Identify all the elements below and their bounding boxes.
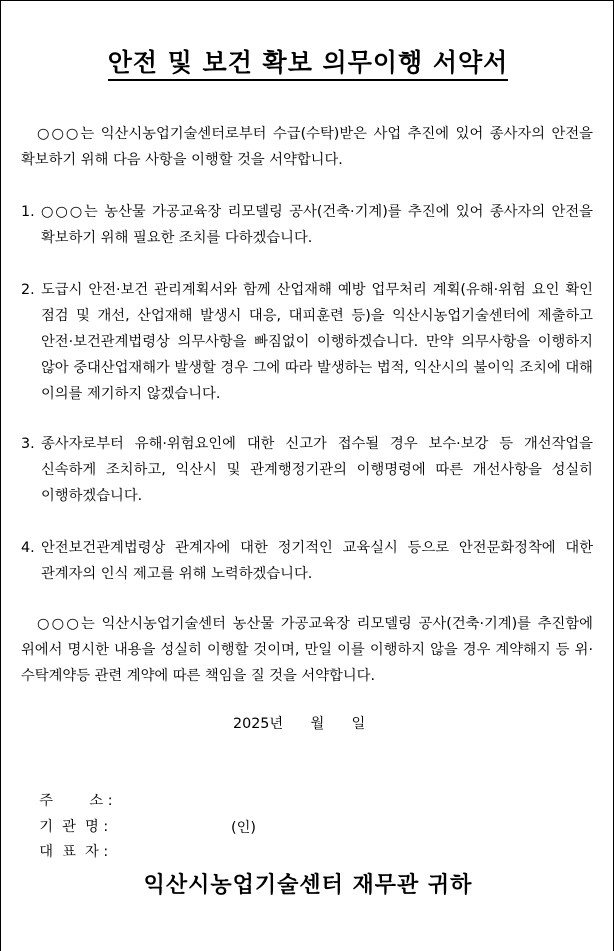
- seal-mark: (인): [231, 820, 256, 836]
- pledge-item-number: 4.: [21, 540, 35, 556]
- representative-label: 대 표 자 :: [39, 844, 109, 860]
- pledge-item-text: 안전보건관계법령상 관계자에 대한 정기적인 교육실시 등으로 안전문화정착에 대한 관계자의 인식 제고를 위해 노력하겠습니다.: [41, 540, 593, 582]
- pledge-item-number: 3.: [21, 436, 35, 452]
- pledge-item-3: [21, 431, 593, 509]
- pledge-item-2: [21, 277, 593, 407]
- address-label: 주 소 :: [39, 793, 113, 809]
- org-name-label: 기 관 명 :: [39, 819, 109, 835]
- document-title: [1, 45, 614, 81]
- pledge-item-number: 1.: [21, 204, 35, 220]
- addressee-line: 익산시농업기술센터 재무관 귀하: [143, 873, 473, 898]
- pledge-item-4: [21, 535, 593, 587]
- pledge-item-text: 도급시 안전·보건 관리계획서와 함께 산업재해 예방 업무처리 계획(유해·위험 요인 확인 점검 및 개선, 산업재해 발생시 대응, 대피훈련 등)을 익산시농업기술센터에 제출하고 안전·보건관계법령상 의무사항을 빠짐없이 이행하겠습니다. 만약 의무사항을 이행하지 않아 중대산업재해가 발생할 경우 그에 따라 발생하는 법적, 익산시의 불이익 조치에 대해 이의를 제기하지 않겠습니다.: [41, 282, 593, 402]
- pledge-item-text: 종사자로부터 유해·위험요인에 대한 신고가 접수될 경우 보수·보강 등 개선작업을 신속하게 조치하고, 익산시 및 관계행정기관의 이행명령에 따른 개선사항을 성실히 이행하겠습니다.: [41, 436, 593, 504]
- pledge-item-1: [21, 199, 593, 251]
- closing-paragraph: ○○○는 익산시농업기술센터 농산물 가공교육장 리모델링 공사(건축·기계)를 추진함에 위에서 명시한 내용을 성실히 이행할 것이며, 만일 이를 이행하지 않을 경우 계약해지 등 위·수탁계약등 관련 계약에 따른 책임을 질 것을 서약합니다.: [21, 616, 593, 684]
- intro-paragraph: ○○○는 익산시농업기술센터로부터 수급(수탁)받은 사업 추진에 있어 종사자의 안전을 확보하기 위해 다음 사항을 이행할 것을 서약합니다.: [21, 126, 593, 168]
- document-title-text: 안전 및 보건 확보 의무이행 서약서: [108, 48, 509, 81]
- pledge-item-number: 2.: [21, 282, 35, 298]
- date-line: 2025년 월 일: [233, 716, 366, 732]
- pledge-item-text: ○○○는 농산물 가공교육장 리모델링 공사(건축·기계)를 추진에 있어 종사자의 안전을 확보하기 위해 필요한 조치를 다하겠습니다.: [41, 204, 593, 246]
